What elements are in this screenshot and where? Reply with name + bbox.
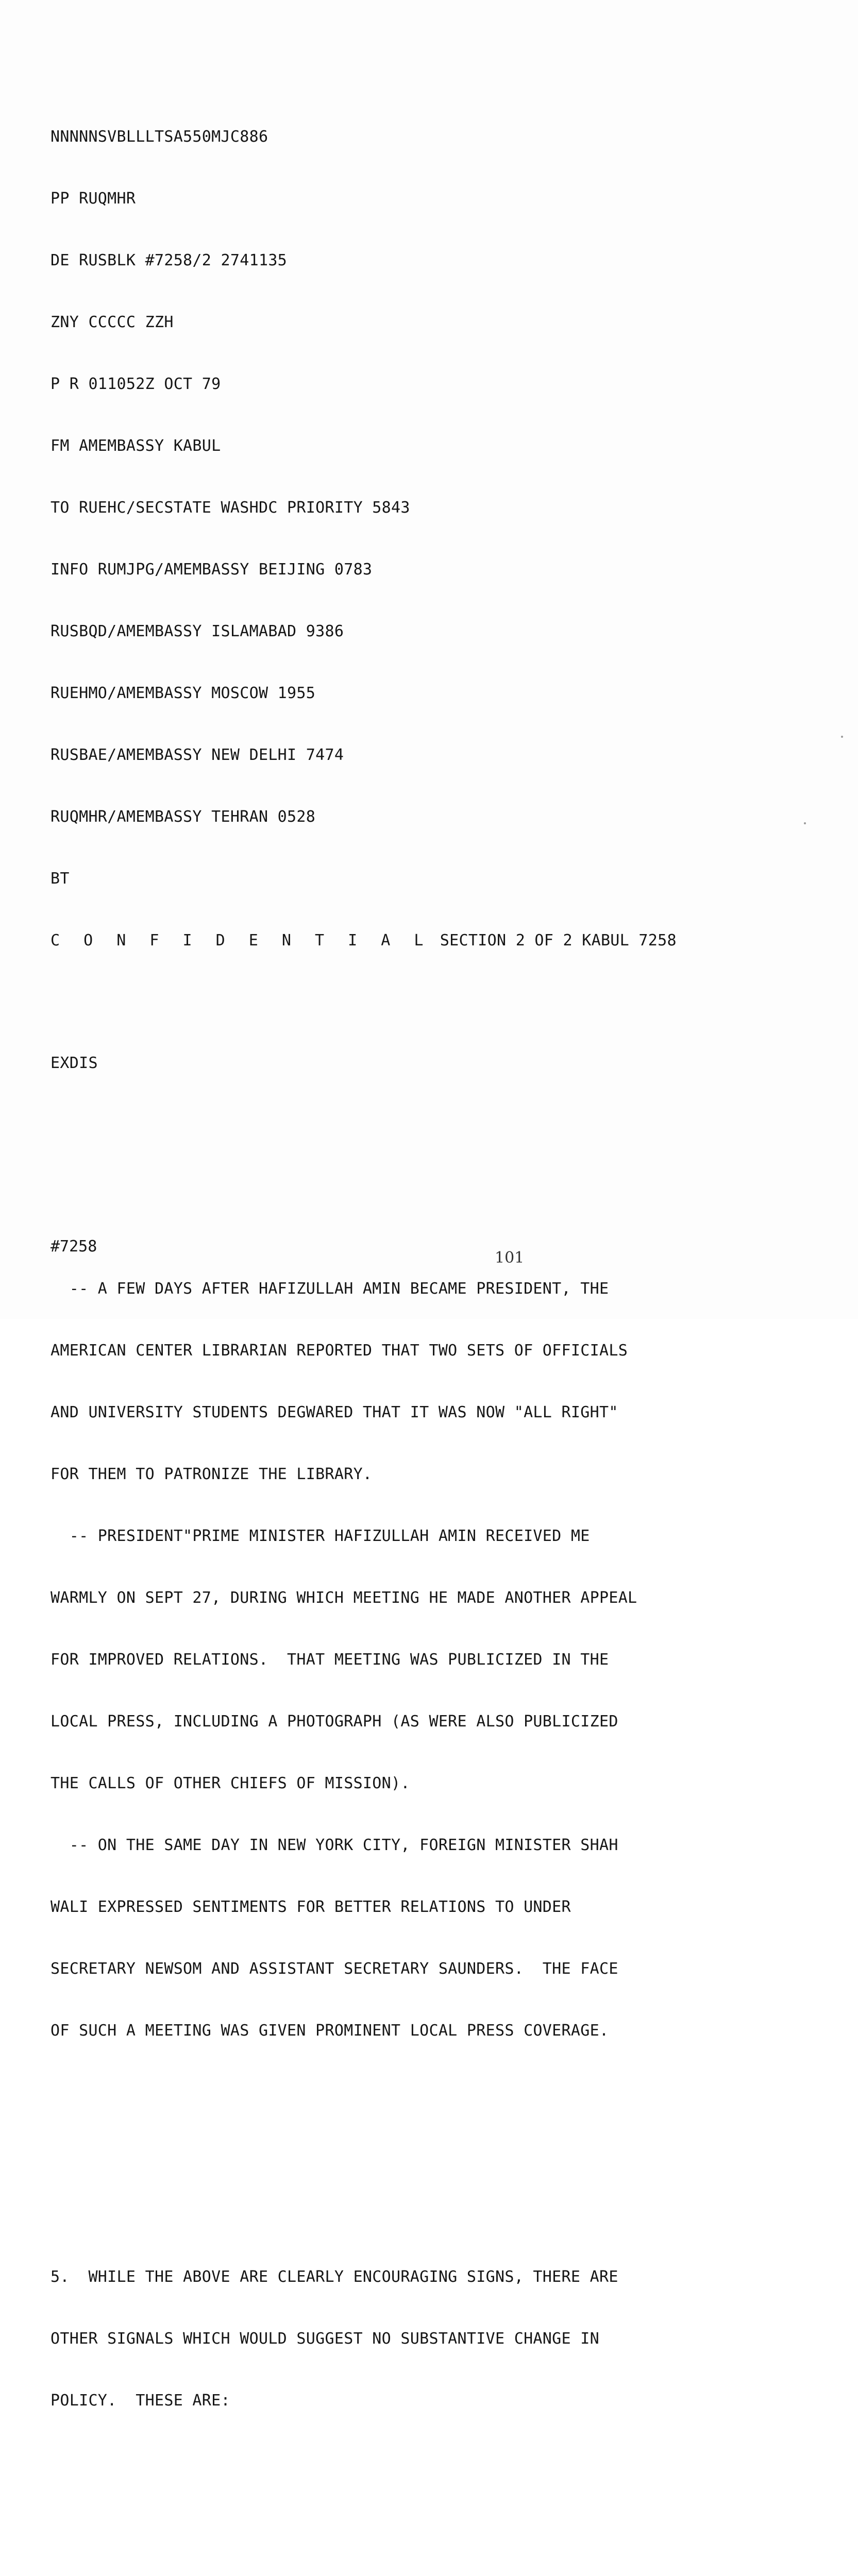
body-line: -- ON THE SAME DAY IN NEW YORK CITY, FOREIGN MINISTER SHAH: [51, 1836, 618, 1854]
spacer: [51, 2144, 834, 2164]
body-line: WARMLY ON SEPT 27, DURING WHICH MEETING HE MADE ANOTHER APPEAL: [51, 1589, 637, 1607]
cable-reference: #7258: [51, 1238, 97, 1256]
header-line: BT: [51, 870, 70, 888]
body-line: OTHER SIGNALS WHICH WOULD SUGGEST NO SUBSTANTIVE CHANGE IN: [51, 2330, 599, 2348]
classification-marking: C O N F I D E N T I A L: [51, 931, 431, 950]
body-line: LOCAL PRESS, INCLUDING A PHOTOGRAPH (AS WERE ALSO PUBLICIZED: [51, 1713, 618, 1731]
spacer: [51, 2514, 834, 2534]
header-line: INFO RUMJPG/AMEMBASSY BEIJING 0783: [51, 561, 373, 579]
header-line: FM AMEMBASSY KABUL: [51, 437, 221, 455]
paragraph-signs: [51, 1238, 834, 2082]
classification-line: [51, 930, 834, 951]
scan-speck: [804, 822, 806, 824]
header-line: RUSBAE/AMEMBASSY NEW DELHI 7474: [51, 746, 344, 764]
body-line: AND UNIVERSITY STUDENTS DEGWARED THAT IT WAS NOW "ALL RIGHT": [51, 1403, 618, 1421]
header-line: ZNY CCCCC ZZH: [51, 313, 174, 331]
body-line: FOR IMPROVED RELATIONS. THAT MEETING WAS PUBLICIZED IN THE: [51, 1651, 609, 1669]
body-line: SECRETARY NEWSOM AND ASSISTANT SECRETARY SAUNDERS. THE FACE: [51, 1960, 618, 1978]
body-line: POLICY. THESE ARE:: [51, 2392, 230, 2410]
body-line: -- A FEW DAYS AFTER HAFIZULLAH AMIN BECAME PRESIDENT, THE: [51, 1280, 609, 1298]
body-line: -- PRESIDENT"PRIME MINISTER HAFIZULLAH AMIN RECEIVED ME: [51, 1527, 590, 1545]
header-line: RUEHMO/AMEMBASSY MOSCOW 1955: [51, 684, 316, 702]
header-line: TO RUEHC/SECSTATE WASHDC PRIORITY 5843: [51, 499, 410, 517]
body-line: THE CALLS OF OTHER CHIEFS OF MISSION).: [51, 1774, 410, 1792]
header-line: P R 011052Z OCT 79: [51, 375, 221, 393]
body-line: AMERICAN CENTER LIBRARIAN REPORTED THAT TWO SETS OF OFFICIALS: [51, 1342, 628, 1360]
caption-exdis: EXDIS: [51, 1054, 98, 1072]
body-line: OF SUCH A MEETING WAS GIVEN PROMINENT LOCAL PRESS COVERAGE.: [51, 2022, 609, 2040]
spacer: [51, 1115, 834, 1134]
paragraph-5: [51, 2226, 834, 2452]
body-line: 5. WHILE THE ABOVE ARE CLEARLY ENCOURAGING SIGNS, THERE ARE: [51, 2268, 618, 2286]
header-line: RUSBQD/AMEMBASSY ISLAMABAD 9386: [51, 622, 344, 640]
header-line: RUQMHR/AMEMBASSY TEHRAN 0528: [51, 808, 316, 826]
scan-speck: [841, 736, 843, 738]
page-number: 101: [495, 1249, 525, 1267]
cable-text: [51, 44, 834, 2576]
header-line: PP RUQMHR: [51, 190, 136, 208]
cable-header: [51, 86, 834, 1176]
body-line: FOR THEM TO PATRONIZE THE LIBRARY.: [51, 1465, 373, 1483]
section-label: SECTION 2 OF 2 KABUL 7258: [440, 931, 677, 950]
spacer: [51, 992, 834, 1012]
header-line: NNNNNSVBLLLTSA550MJC886: [51, 128, 268, 146]
body-line: WALI EXPRESSED SENTIMENTS FOR BETTER RELATIONS TO UNDER: [51, 1898, 571, 1916]
header-line: DE RUSBLK #7258/2 2741135: [51, 251, 288, 269]
